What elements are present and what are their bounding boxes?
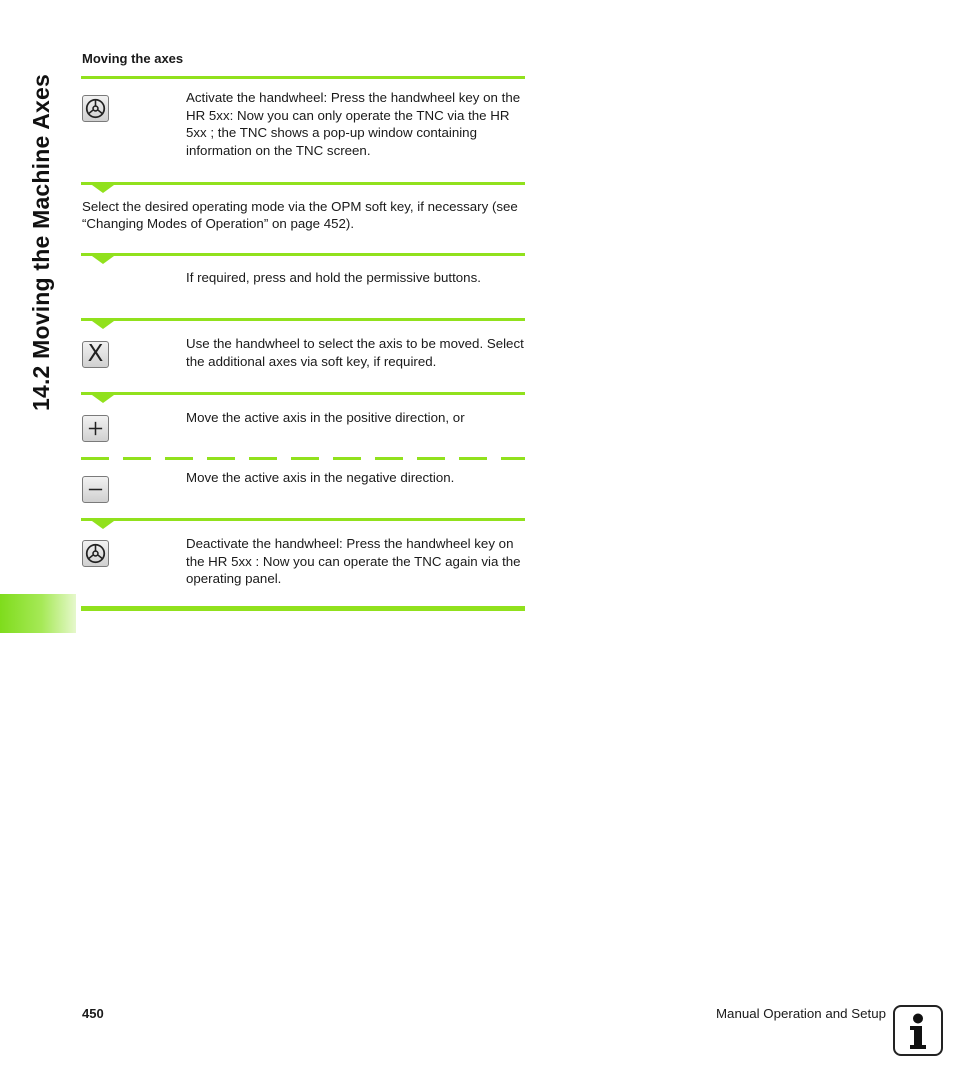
step-divider <box>81 253 525 256</box>
axis-x-key-icon: X <box>87 341 104 367</box>
handwheel-key <box>82 95 109 122</box>
minus-key <box>82 476 109 503</box>
plus-icon <box>86 419 105 438</box>
step-divider <box>81 392 525 395</box>
section-heading: Moving the axes <box>82 51 184 66</box>
info-icon <box>893 1005 943 1056</box>
minus-icon <box>86 480 105 499</box>
step-arrow <box>92 321 114 329</box>
step-divider <box>81 318 525 321</box>
step-text: If required, press and hold the permissive buttons. <box>186 270 481 285</box>
step-text: Move the active axis in the negative direction. <box>186 470 455 485</box>
alternative-separator <box>81 457 525 460</box>
page-number: 450 <box>82 1006 104 1021</box>
footer-chapter-title: Manual Operation and Setup <box>715 1006 886 1021</box>
plus-key <box>82 415 109 442</box>
step-text: Use the handwheel to select the axis to be moved. Select the additional axes via soft key, if required. <box>186 336 524 369</box>
chapter-side-title <box>16 52 68 432</box>
axis-x-key <box>82 341 109 368</box>
chapter-side-title-text: 14.2 Moving the Machine Axes <box>28 73 55 411</box>
chapter-tab-marker <box>0 594 76 633</box>
handwheel-icon <box>85 543 106 564</box>
step-divider <box>81 76 525 79</box>
handwheel-icon <box>85 98 106 119</box>
step-text: Move the active axis in the positive direction, or <box>186 410 465 425</box>
step-arrow <box>92 256 114 264</box>
step-arrow <box>92 521 114 529</box>
step-arrow <box>92 395 114 403</box>
step-arrow <box>92 185 114 193</box>
step-text: Activate the handwheel: Press the handwheel key on the HR 5xx: Now you can only operate the TNC via the HR 5xx ; the TNC shows a pop-up window containing information on the TNC screen. <box>186 90 521 158</box>
step-text: Deactivate the handwheel: Press the handwheel key on the HR 5xx : Now you can operate the TNC again via the operating panel. <box>186 536 521 587</box>
handwheel-key <box>82 540 109 567</box>
section-end-rule <box>81 606 525 611</box>
step-text: Select the desired operating mode via the OPM soft key, if necessary (see “Changing Modes of Operation” on page 452). <box>82 199 518 232</box>
step-divider <box>81 182 525 185</box>
step-divider <box>81 518 525 521</box>
